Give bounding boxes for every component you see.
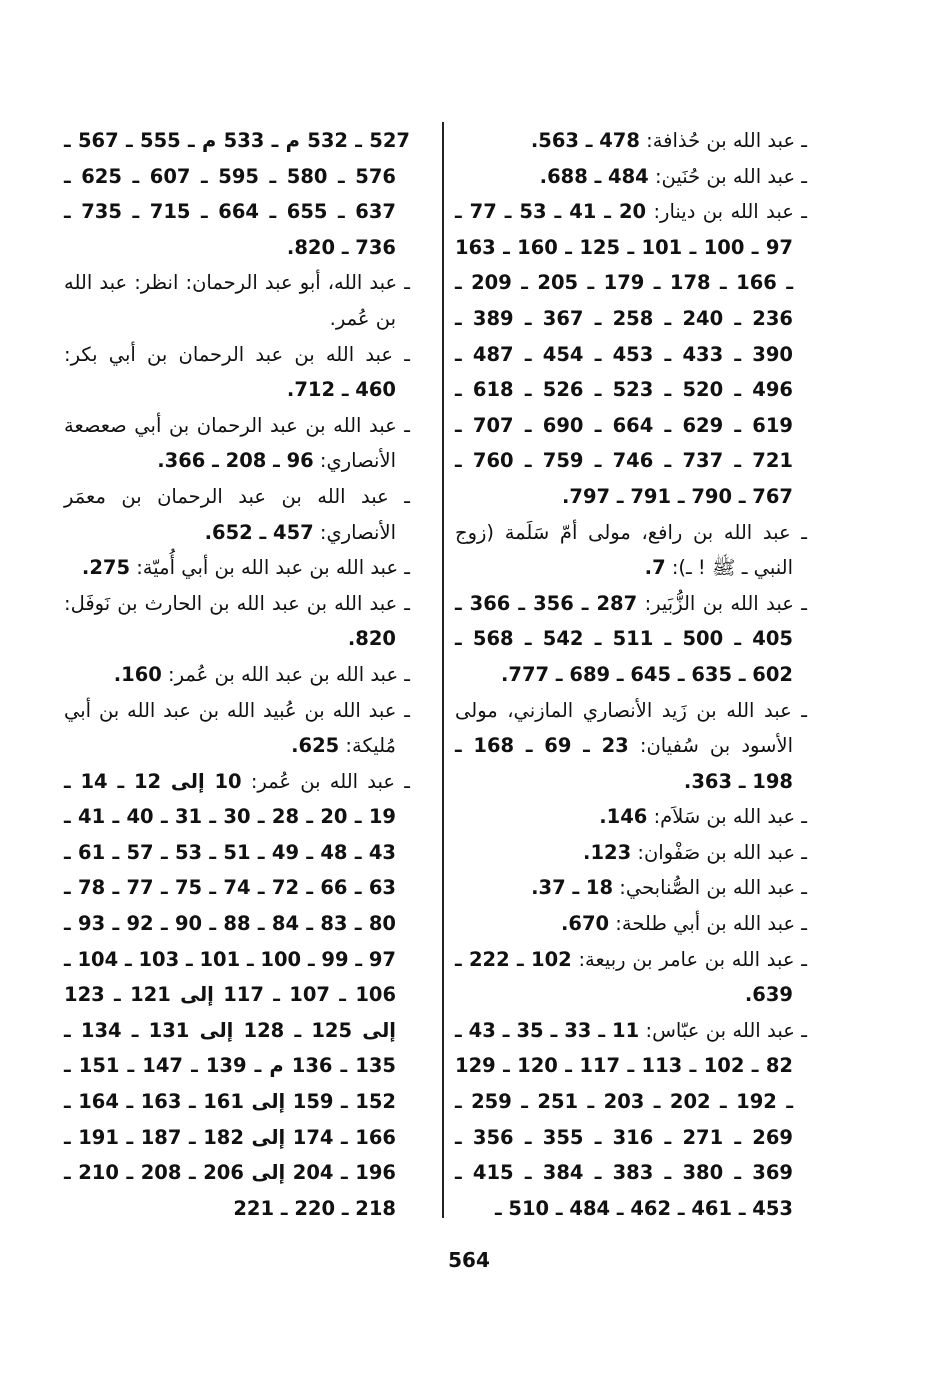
index-entry xyxy=(455,906,817,942)
entry-pages: 275. xyxy=(81,556,131,580)
index-entry xyxy=(455,586,817,693)
entry-name: ـ عبد الله بن عامر بن ربيعة: xyxy=(571,947,807,971)
index-entry xyxy=(455,799,817,835)
index-entry xyxy=(455,835,817,871)
index-entry xyxy=(64,764,420,1227)
entry-pages: 160. xyxy=(113,662,162,686)
entry-pages: 527 ـ 532 م ـ 533 م ـ 555 ـ 567 ـ 576 ـ 580 ـ 595 ـ 607 ـ 625 ـ 637 ـ 655 ـ 664 ـ 715 ـ 735 ـ 736 ـ 820. xyxy=(64,129,410,259)
entry-pages: 123. xyxy=(583,840,632,864)
index-entry xyxy=(64,408,420,479)
index-entry xyxy=(455,1013,817,1227)
index-entry xyxy=(64,265,420,336)
index-entry xyxy=(455,942,817,1013)
entry-pages: 20 ـ 41 ـ 53 ـ 77 ـ 97 ـ 100 ـ 101 ـ 125 ـ 160 ـ 163 ـ 166 ـ 178 ـ 179 ـ 205 ـ 209 ـ 236 ـ 240 ـ 258 ـ 367 ـ 389 ـ 390 ـ 433 ـ 453 ـ 454 ـ 487 ـ 496 ـ 520 ـ 523 ـ 526 ـ 618 ـ 619 ـ 629 ـ 664 ـ 690 ـ 707 ـ 721 ـ 737 ـ 746 ـ 759 ـ 760 ـ 767 ـ 790 ـ 791 ـ 797. xyxy=(455,200,793,508)
column-divider xyxy=(442,122,444,1218)
index-entry xyxy=(455,159,817,195)
index-entry xyxy=(455,870,817,906)
entry-name: ـ عبد الله بن عُبيد الله بن عبد الله بن أبي مُليكة: xyxy=(64,698,410,758)
page-number: 564 xyxy=(448,1248,490,1272)
index-entry xyxy=(455,693,817,800)
entry-name: ـ عبد الله بن عبد الرحمان بن معمَر الأنصاري: xyxy=(64,484,410,544)
entry-pages: 484 ـ 688. xyxy=(539,164,649,188)
entry-name: ـ عبد الله بن عبد الرحمان بن أبي بكر: xyxy=(64,342,410,366)
entry-name: ـ عبد الله بن عبد الله بن الحارث بن نَوفَل: xyxy=(64,591,410,615)
entry-name: ـ عبد الله، أبو عبد الرحمان: انظر: عبد الله بن عُمر. xyxy=(64,271,410,330)
entry-name: ـ عبد الله بن عُمر: xyxy=(241,769,410,793)
index-entry xyxy=(455,515,817,586)
entry-pages: 478 ـ 563. xyxy=(530,129,640,152)
entry-pages: 23 ـ 69 ـ 168 ـ 198 ـ 363. xyxy=(455,734,793,793)
entry-pages: 18 ـ 37. xyxy=(531,876,614,900)
entry-pages: 625. xyxy=(291,734,340,758)
left-column xyxy=(64,123,420,1226)
entry-name: ـ عبد الله بن عبد الرحمان بن أبي صعصعة الأنصاري: xyxy=(64,413,410,473)
entry-name: ـ عبد الله بن حُنَين: xyxy=(648,164,807,188)
index-entry xyxy=(64,479,420,550)
entry-pages: 460 ـ 712. xyxy=(286,378,396,402)
entry-pages: 670. xyxy=(560,912,610,936)
entry-name: ـ عبد الله بن عبد الله بن أبي أُميّة: xyxy=(130,556,410,580)
index-entry xyxy=(455,123,817,159)
entry-pages: 10 إلى 12 ـ 14 ـ 19 ـ 20 ـ 28 ـ 30 ـ 31 ـ 40 ـ 41 ـ 43 ـ 48 ـ 49 ـ 51 ـ 53 ـ 57 ـ 61 ـ 63 ـ 66 ـ 72 ـ 74 ـ 75 ـ 77 ـ 78 ـ 80 ـ 83 ـ 84 ـ 88 ـ 90 ـ 92 ـ 93 ـ 97 ـ 99 ـ 100 ـ 101 ـ 103 ـ 104 ـ 106 ـ 107 ـ 117 إلى 121 ـ 123 إلى 125 ـ 128 إلى 131 ـ 134 ـ 135 ـ 136 م ـ 139 ـ 147 ـ 151 ـ 152 ـ 159 إلى 161 ـ 163 ـ 164 ـ 166 ـ 174 إلى 182 ـ 187 ـ 191 ـ 196 ـ 204 إلى 206 ـ 208 ـ 210 ـ 218 ـ 220 ـ 221 xyxy=(64,769,397,1220)
entry-name: ـ عبد الله بن الصُّنابحي: xyxy=(613,876,807,900)
entry-name: ـ عبد الله بن الزُّبَير: xyxy=(637,591,807,615)
index-entry xyxy=(64,586,420,657)
entry-name: ـ عبد الله بن صَفْوان: xyxy=(631,840,807,864)
index-entry-continued xyxy=(64,123,420,265)
entry-pages: 96 ـ 208 ـ 366. xyxy=(157,449,314,473)
index-entry xyxy=(455,194,817,514)
index-entry xyxy=(64,693,420,764)
index-entry xyxy=(64,657,420,693)
entry-name: ـ عبد الله بن حُذافة: xyxy=(639,129,807,152)
entry-name: ـ عبد الله بن زَيد الأنصاري المازني، مولى الأسود بن سُفيان: xyxy=(455,698,807,758)
entry-name: ـ عبد الله بن سَلاَم: xyxy=(647,805,807,829)
index-entry xyxy=(64,550,420,586)
entry-pages: 287 ـ 356 ـ 366 ـ 405 ـ 500 ـ 511 ـ 542 ـ 568 ـ 602 ـ 635 ـ 645 ـ 689 ـ 777. xyxy=(455,591,793,686)
entry-pages: 457 ـ 652. xyxy=(204,520,314,544)
entry-name: ـ عبد الله بن دينار: xyxy=(646,200,807,224)
entry-name: ـ عبد الله بن عبد الله بن عُمر: xyxy=(161,662,410,686)
index-entry xyxy=(64,337,420,408)
right-column xyxy=(455,123,817,1226)
entry-pages: 102 ـ 222 ـ 639. xyxy=(455,947,793,1007)
entry-name: ـ عبد الله بن عبّاس: xyxy=(639,1018,807,1042)
entry-pages: 11 ـ 33 ـ 35 ـ 43 ـ 82 ـ 102 ـ 113 ـ 117 ـ 120 ـ 129 ـ 192 ـ 202 ـ 203 ـ 251 ـ 259 ـ 269 ـ 271 ـ 316 ـ 355 ـ 356 ـ 369 ـ 380 ـ 383 ـ 384 ـ 415 ـ 453 ـ 461 ـ 462 ـ 484 ـ 510 ـ xyxy=(455,1018,793,1220)
entry-pages: 820. xyxy=(347,627,396,651)
entry-pages: 146. xyxy=(599,805,648,829)
entry-name: ـ عبد الله بن أبي طلحة: xyxy=(609,912,807,936)
entry-pages: 7. xyxy=(644,556,666,580)
entry-name: ـ عبد الله بن رافع، مولى أمّ سَلَمة (زوج النبي ـ ﷺ ! ـ): xyxy=(455,520,807,580)
